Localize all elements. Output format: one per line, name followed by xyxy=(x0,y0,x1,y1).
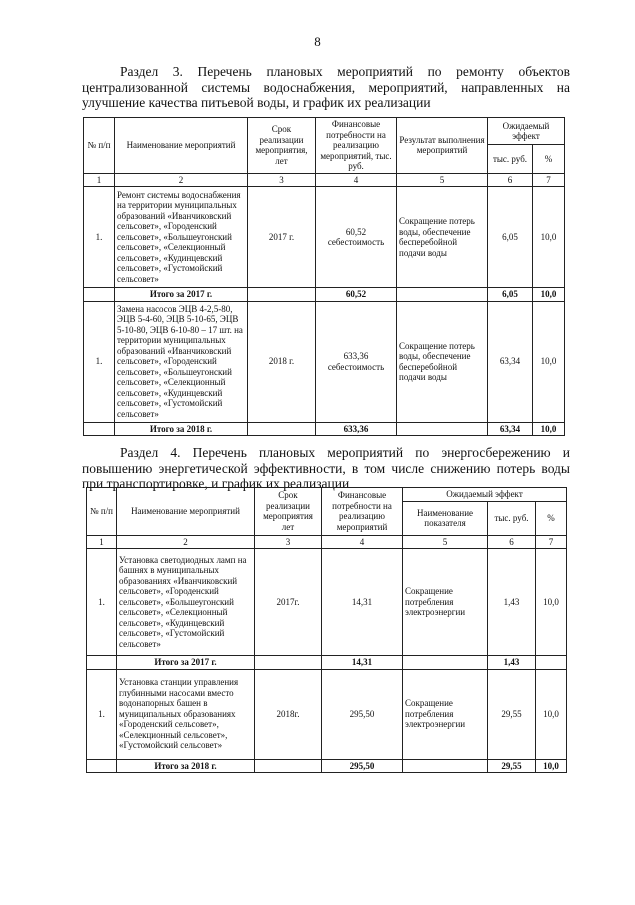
section4-table xyxy=(86,487,567,773)
row-result: Сокращение потерь воды, обеспечение бесперебойной подачи воды xyxy=(397,187,488,288)
colnum: 1 xyxy=(84,173,115,187)
header-finance: Финансовые потребности на реализацию мероприятий xyxy=(322,488,403,536)
total-row xyxy=(87,656,567,670)
row-num: 1. xyxy=(84,301,115,422)
total-label: Итого за 2018 г. xyxy=(117,759,255,773)
total-label: Итого за 2017 г. xyxy=(117,656,255,670)
header-effect: Ожидаемый эффект xyxy=(488,118,565,145)
table-row xyxy=(84,187,565,288)
colnum: 2 xyxy=(117,535,255,549)
row-pct: 10,0 xyxy=(533,187,565,288)
header-indicator: Наименование показателя xyxy=(403,501,488,535)
header-term: Срок реализации мероприятия, лет xyxy=(248,118,316,174)
section3-title: Раздел 3. Перечень плановых мероприятий по ремонту объектов централизованной системы водоснабжения, мероприятий, направленных на улучшение качества питьевой воды, и график их реализации xyxy=(82,64,570,110)
row-rub: 63,34 xyxy=(488,301,533,422)
row-pct: 10,0 xyxy=(533,301,565,422)
colnum: 4 xyxy=(316,173,397,187)
row-num: 1. xyxy=(84,187,115,288)
row-rub: 29,55 xyxy=(488,669,536,759)
row-name: Замена насосов ЭЦВ 4-2,5-80, ЭЦВ 5-4-60, ЭЦВ 5-10-65, ЭЦВ 5-10-80, ЭЦВ 6-10-80 – 17 шт. на территории муниципальных образований «Иванчиковский сельсовет», «Городенский сельсовет», «Большеугонский сельсовет», «Селекционный сельсовет», «Кудинцевский сельсовет», «Густомойский сельсовет» xyxy=(115,301,248,422)
header-effect-rub: тыс. руб. xyxy=(488,501,536,535)
total-row xyxy=(84,288,565,302)
table-row xyxy=(87,669,567,759)
row-finance: 295,50 xyxy=(322,669,403,759)
row-finance: 14,31 xyxy=(322,549,403,656)
row-num: 1. xyxy=(87,549,117,656)
row-term: 2017г. xyxy=(255,549,322,656)
header-term: Срок реализации мероприятия лет xyxy=(255,488,322,536)
total-pct: 10,0 xyxy=(533,422,565,436)
row-num: 1. xyxy=(87,669,117,759)
total-rub: 63,34 xyxy=(488,422,533,436)
total-finance: 60,52 xyxy=(316,288,397,302)
total-row xyxy=(87,759,567,773)
header-name: Наименование мероприятий xyxy=(117,488,255,536)
total-rub: 1,43 xyxy=(488,656,536,670)
row-term: 2017 г. xyxy=(248,187,316,288)
row-finance: 633,36 себестоимость xyxy=(316,301,397,422)
colnum: 6 xyxy=(488,173,533,187)
row-term: 2018 г. xyxy=(248,301,316,422)
colnum: 3 xyxy=(255,535,322,549)
header-finance: Финансовые потребности на реализацию мероприятий, тыс. руб. xyxy=(316,118,397,174)
row-name: Установка станции управления глубинными насосами вместо водонапорных башен в муниципальных образованиях «Городенский сельсовет», «Селекционный сельсовет», «Густомойский сельсовет» xyxy=(117,669,255,759)
colnum: 6 xyxy=(488,535,536,549)
section3-table xyxy=(83,117,565,436)
row-pct: 10,0 xyxy=(536,549,567,656)
total-rub: 29,55 xyxy=(488,759,536,773)
header-effect-rub: тыс. руб. xyxy=(488,145,533,173)
colnum: 7 xyxy=(536,535,567,549)
total-row xyxy=(84,422,565,436)
row-name: Ремонт системы водоснабжения на территории муниципальных образований «Иванчиковский сельсовет», «Городенский сельсовет», «Большеугонский сельсовет», «Селекционный сельсовет», «Кудинцевский сельсовет», «Густомойский сельсовет» xyxy=(115,187,248,288)
total-finance: 633,36 xyxy=(316,422,397,436)
total-pct: 10,0 xyxy=(536,759,567,773)
colnum: 1 xyxy=(87,535,117,549)
total-finance: 295,50 xyxy=(322,759,403,773)
colnum: 2 xyxy=(115,173,248,187)
table-row xyxy=(87,549,567,656)
colnum: 4 xyxy=(322,535,403,549)
colnum: 5 xyxy=(397,173,488,187)
header-num: № п/п xyxy=(84,118,115,174)
row-result: Сокращение потребления электроэнергии xyxy=(403,549,488,656)
total-pct: 10,0 xyxy=(533,288,565,302)
total-label: Итого за 2018 г. xyxy=(115,422,248,436)
row-pct: 10,0 xyxy=(536,669,567,759)
total-pct xyxy=(536,656,567,670)
row-term: 2018г. xyxy=(255,669,322,759)
row-rub: 1,43 xyxy=(488,549,536,656)
colnum: 5 xyxy=(403,535,488,549)
total-label: Итого за 2017 г. xyxy=(115,288,248,302)
section4-title: Раздел 4. Перечень плановых мероприятий по энергосбережению и повышению энергетической эффективности, в том числе снижению потерь воды при транспортировке, и график их реализации xyxy=(82,445,570,491)
header-result: Результат выполнения мероприятий xyxy=(397,118,488,174)
row-result: Сокращение потребления электроэнергии xyxy=(403,669,488,759)
colnum: 7 xyxy=(533,173,565,187)
header-effect: Ожидаемый эффект xyxy=(403,488,567,502)
header-effect-pct: % xyxy=(536,501,567,535)
page-number: 8 xyxy=(314,34,321,49)
table-row xyxy=(84,301,565,422)
header-name: Наименование мероприятий xyxy=(115,118,248,174)
row-finance: 60,52 себестоимость xyxy=(316,187,397,288)
row-result: Сокращение потерь воды, обеспечение бесперебойной подачи воды xyxy=(397,301,488,422)
row-name: Установка светодиодных ламп на башнях в муниципальных образованиях «Иванчиковский сельсовет», «Городенский сельсовет», «Большеугонский сельсовет», «Селекционный сельсовет», «Кудинцевский сельсовет», «Густомойский сельсовет» xyxy=(117,549,255,656)
total-rub: 6,05 xyxy=(488,288,533,302)
row-rub: 6,05 xyxy=(488,187,533,288)
total-finance: 14,31 xyxy=(322,656,403,670)
header-num: № п/п xyxy=(87,488,117,536)
colnum: 3 xyxy=(248,173,316,187)
header-effect-pct: % xyxy=(533,145,565,173)
